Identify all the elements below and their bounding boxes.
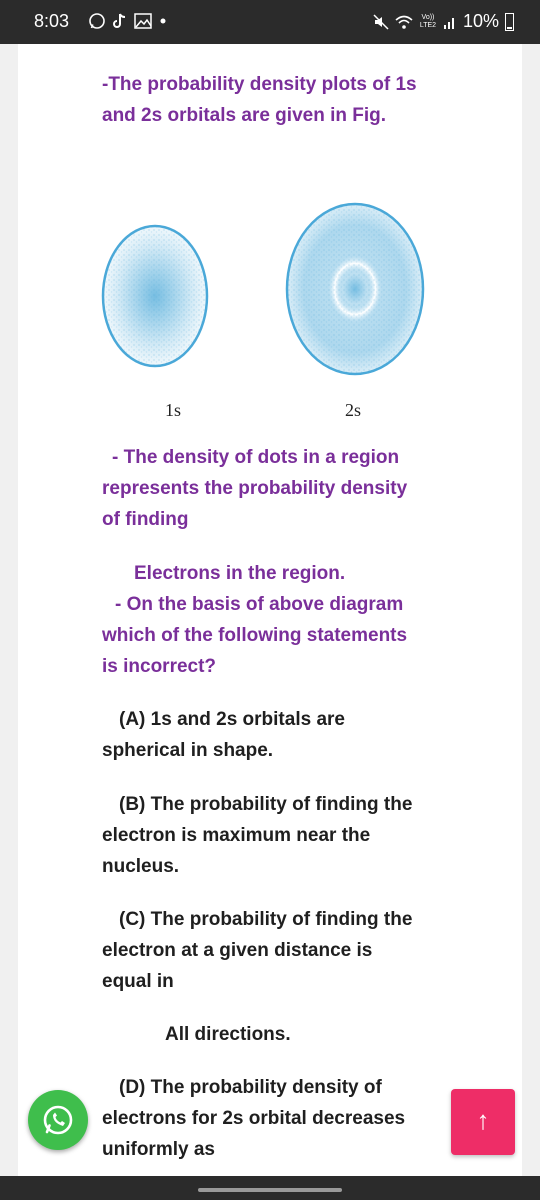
option-a-line-2: spherical in shape. [102,740,274,761]
home-gesture-handle[interactable] [198,1188,342,1192]
mute-icon [373,14,389,30]
orbital-figure [93,194,433,424]
electrons-line-4: is incorrect? [102,656,217,677]
arrow-up-icon: ↑ [476,1105,490,1135]
right-gutter [522,44,540,1176]
option-d-line-2: electrons for 2s orbital decreases [102,1108,406,1129]
electrons-paragraph [102,558,407,682]
option-d-line-3: uniformly as [102,1139,215,1160]
density-line-2: represents the probability density [102,478,408,499]
battery-icon [505,13,514,31]
electrons-line-2: - On the basis of above diagram [115,594,404,615]
status-time: 8:03 [34,11,70,31]
status-bar [0,0,540,44]
battery-percent: 10% [462,11,499,31]
option-d [102,1072,405,1165]
density-paragraph [102,442,407,535]
whatsapp-icon [88,12,106,30]
label-1s: 1s [165,400,182,420]
orbital-1s [103,226,207,366]
option-c [102,904,412,997]
option-c-continued: All directions. [165,1024,291,1045]
density-line-1: - The density of dots in a region [112,447,400,468]
whatsapp-icon [28,1090,88,1150]
option-c-line-3: equal in [102,971,174,992]
option-b-line-1: (B) The probability of finding the [119,794,413,815]
intro-line-1: -The probability density plots of 1s [102,74,417,95]
option-d-line-1: (D) The probability density of [119,1077,382,1098]
electrons-line-3: which of the following statements [102,625,408,646]
dot-icon [158,16,168,26]
navigation-bar [0,1176,540,1200]
option-c-line-2: electron at a given distance is [102,940,373,961]
scroll-to-top-button[interactable] [451,1089,515,1155]
orbital-2s [287,204,423,374]
signal-icon [443,15,457,29]
whatsapp-share-button[interactable] [28,1090,88,1150]
option-b-line-2: electron is maximum near the [102,825,371,846]
density-line-3: of finding [102,509,189,530]
intro-paragraph [102,69,417,131]
article-content[interactable] [18,44,522,1176]
intro-line-2: and 2s orbitals are given in Fig. [102,105,387,126]
option-a [102,704,345,766]
option-b-line-3: nucleus. [102,856,180,877]
label-2s: 2s [345,400,362,420]
wifi-icon [395,14,413,30]
volte-label: Vo)) LTE2 [419,13,437,29]
left-gutter [0,44,18,1176]
option-c-line-1: (C) The probability of finding the [119,909,413,930]
option-b [102,789,412,882]
gallery-icon [134,13,152,29]
tiktok-icon [112,12,128,30]
option-a-line-1: (A) 1s and 2s orbitals are [119,709,345,730]
electrons-line-1: Electrons in the region. [134,563,346,584]
